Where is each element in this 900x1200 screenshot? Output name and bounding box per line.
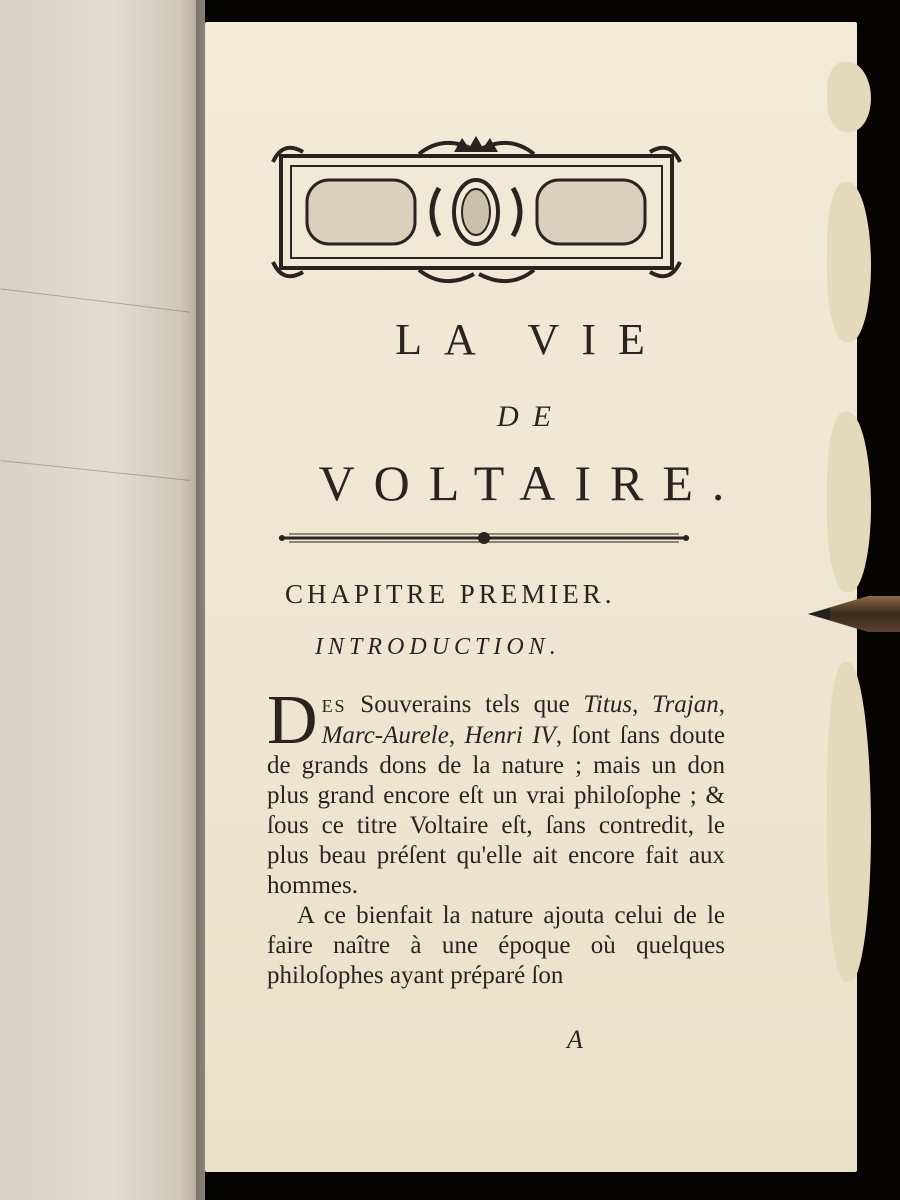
body-text bbox=[267, 682, 725, 991]
drop-cap: D bbox=[267, 682, 318, 759]
torn-edge bbox=[827, 662, 871, 982]
section-heading: INTRODUCTION. bbox=[315, 634, 561, 660]
torn-edge bbox=[827, 62, 871, 132]
text-run: , bbox=[718, 691, 725, 718]
book-page bbox=[205, 22, 857, 1172]
pencil-tip bbox=[808, 590, 900, 638]
left-facing-page bbox=[0, 0, 205, 1200]
text-run: , bbox=[555, 722, 563, 749]
ornamental-headpiece bbox=[269, 132, 684, 290]
text-run: ſont ſans doute de grands dons de la nature ; mais un don plus grand encore eſt un vrai philoſophe ; & ſous ce titre Voltaire eſt, ſans contredit, le plus beau préſent qu'elle ait encore fait aux hommes. bbox=[267, 722, 725, 899]
chapter-heading: CHAPITRE PREMIER. bbox=[285, 579, 616, 609]
signature-mark: A bbox=[567, 1025, 583, 1054]
bleed-through-rule bbox=[1, 288, 190, 312]
book-title: LA VIE bbox=[395, 315, 667, 364]
name-marc-aurele: Marc-Aurele bbox=[321, 722, 449, 749]
book-title-connector: DE bbox=[497, 400, 565, 433]
text-run: , bbox=[448, 722, 465, 749]
bleed-through-rule bbox=[0, 460, 189, 481]
text-run: Souverains tels que bbox=[346, 691, 584, 718]
name-henri-iv: Henri IV bbox=[464, 722, 556, 749]
text-run: , bbox=[632, 691, 653, 718]
name-trajan: Trajan bbox=[652, 691, 719, 718]
name-titus: Titus bbox=[583, 691, 633, 718]
ornamental-divider bbox=[279, 530, 689, 546]
bleed-through-text bbox=[115, 29, 143, 78]
smallcaps-text: ES bbox=[321, 696, 347, 716]
paragraph-1 bbox=[267, 682, 725, 901]
paragraph-2: A ce bienfait la nature ajouta celui de le faire naître à une époque où quelques philoſophes ayant préparé ſon bbox=[267, 902, 725, 989]
book-title-subject: VOLTAIRE. bbox=[318, 455, 744, 511]
